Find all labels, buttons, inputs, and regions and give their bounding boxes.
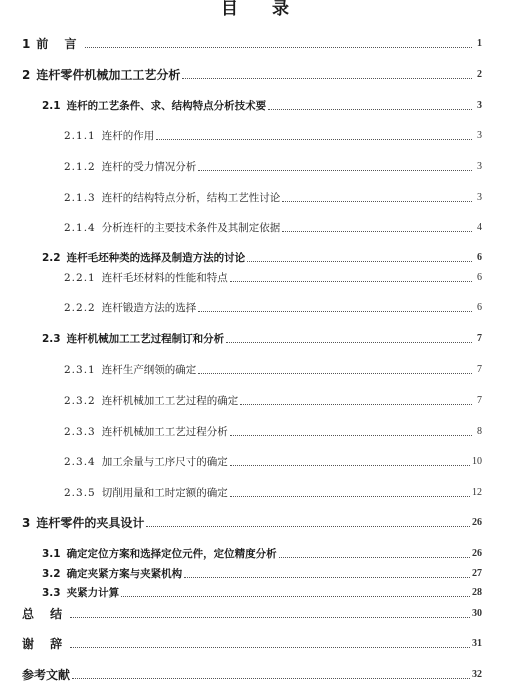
toc-leader	[70, 647, 470, 648]
toc-number: 3.3	[42, 587, 61, 599]
toc-entry[interactable]	[64, 190, 482, 206]
toc-entry[interactable]	[22, 67, 482, 83]
toc-page: 28	[472, 587, 482, 598]
toc-page: 27	[472, 568, 482, 579]
toc-page: 7	[477, 333, 482, 344]
toc-page: 3	[477, 100, 482, 111]
toc-page: 3	[477, 192, 482, 203]
toc-leader	[240, 404, 472, 405]
toc-number: 2.1.4	[64, 222, 96, 234]
toc-entry[interactable]	[64, 454, 482, 470]
toc-leader	[198, 373, 472, 374]
toc-text: 连杆机械加工工艺过程的确定	[101, 395, 239, 407]
toc-leader	[279, 557, 470, 558]
toc-page: 7	[477, 364, 482, 375]
toc-page: 30	[472, 608, 482, 619]
toc-entry[interactable]	[42, 566, 482, 582]
toc-text: 分析连杆的主要技术条件及其制定依据	[101, 222, 281, 234]
toc-leader	[230, 465, 470, 466]
toc-page: 8	[477, 426, 482, 437]
toc-number: 2.1.3	[64, 192, 96, 204]
toc-number: 2	[22, 68, 31, 82]
toc-entry[interactable]	[42, 585, 482, 601]
toc-leader	[121, 596, 470, 597]
toc-leader	[230, 281, 472, 282]
toc-number: 3.2	[42, 568, 61, 580]
page-title: 目 录	[221, 0, 303, 19]
toc-text: 连杆的受力情况分析	[101, 161, 197, 173]
toc-text: 连杆零件的夹具设计	[36, 516, 145, 530]
toc-entry[interactable]	[22, 36, 482, 52]
toc-leader	[156, 139, 472, 140]
toc-text: 前 言	[36, 37, 83, 51]
toc-entry[interactable]	[64, 300, 482, 316]
toc-page: 6	[477, 272, 482, 283]
toc-text: 连杆生产纲领的确定	[101, 364, 197, 376]
toc-leader	[146, 526, 470, 527]
toc-entry[interactable]	[64, 424, 482, 440]
toc-entry[interactable]	[22, 515, 482, 531]
toc-leader	[230, 435, 472, 436]
toc-text: 连杆的作用	[101, 130, 155, 142]
toc-leader	[198, 170, 472, 171]
toc-text: 连杆机械加工工艺过程制订和分析	[66, 333, 225, 345]
toc-page: 26	[472, 548, 482, 559]
toc-leader	[182, 78, 472, 79]
toc-text: 总 结	[22, 607, 69, 621]
toc-leader	[282, 201, 472, 202]
toc-entry[interactable]	[64, 270, 482, 286]
toc-number: 2.3.5	[64, 487, 96, 499]
toc-text: 谢 辞	[22, 637, 69, 651]
toc-text: 连杆锻造方法的选择	[101, 302, 197, 314]
toc-leader	[184, 577, 470, 578]
toc-entry[interactable]	[64, 393, 482, 409]
toc-leader	[72, 678, 470, 679]
toc-number: 3.1	[42, 548, 61, 560]
toc-leader	[70, 617, 470, 618]
toc-number: 2.2.2	[64, 302, 96, 314]
toc-number: 2.3.1	[64, 364, 96, 376]
toc-page: 3	[477, 161, 482, 172]
toc-page: 26	[472, 517, 482, 528]
toc-number: 2.1.2	[64, 161, 96, 173]
toc-page: 6	[477, 252, 482, 263]
toc-page: 3	[477, 130, 482, 141]
toc-leader	[85, 47, 472, 48]
toc-entry[interactable]	[22, 636, 482, 652]
toc-entry[interactable]	[22, 667, 482, 683]
toc-text: 确定夹紧方案与夹紧机构	[66, 568, 183, 580]
toc-text: 连杆毛坯种类的选择及制造方法的讨论	[66, 252, 246, 264]
toc-number: 2.1.1	[64, 130, 96, 142]
toc-page: 2	[477, 69, 482, 80]
toc-page: 7	[477, 395, 482, 406]
toc-text: 连杆的工艺条件、求、结构特点分析技术要	[66, 100, 267, 112]
toc-entry[interactable]	[64, 220, 482, 236]
toc-text: 切削用量和工时定额的确定	[101, 487, 228, 499]
toc-text: 连杆机械加工工艺过程分析	[101, 426, 228, 438]
toc-page: 6	[477, 302, 482, 313]
toc-text: 夹紧力计算	[66, 587, 120, 599]
toc-page: 12	[472, 487, 482, 498]
toc-number: 3	[22, 516, 31, 530]
toc-text: 连杆的结构特点分析，结构工艺性讨论	[101, 192, 281, 204]
toc-number: 2.3	[42, 333, 61, 345]
toc-entry[interactable]	[42, 546, 482, 562]
toc-leader	[268, 109, 472, 110]
toc-page: 32	[472, 669, 482, 680]
toc-number: 1	[22, 37, 31, 51]
toc-leader	[247, 261, 472, 262]
toc-text: 连杆零件机械加工工艺分析	[36, 68, 181, 82]
toc-entry[interactable]	[42, 98, 482, 114]
toc-page: 4	[477, 222, 482, 233]
toc-text: 参考文献	[22, 668, 71, 682]
toc-page: 31	[472, 638, 482, 649]
toc-entry[interactable]	[42, 250, 482, 266]
toc-number: 2.1	[42, 100, 61, 112]
toc-page: 1	[477, 38, 482, 49]
toc-entry[interactable]	[64, 159, 482, 175]
toc-entry[interactable]	[64, 128, 482, 144]
toc-entry[interactable]	[64, 485, 482, 501]
toc-leader	[198, 311, 472, 312]
toc-entry[interactable]	[22, 606, 482, 622]
toc-text: 确定定位方案和选择定位元件，定位精度分析	[66, 548, 277, 560]
toc-text: 连杆毛坯材料的性能和特点	[101, 272, 228, 284]
toc-number: 2.2.1	[64, 272, 96, 284]
toc-number: 2.3.2	[64, 395, 96, 407]
toc-leader	[282, 231, 472, 232]
toc-leader	[230, 496, 470, 497]
toc-number: 2.3.4	[64, 456, 96, 468]
toc-entry[interactable]	[64, 362, 482, 378]
toc-page: 10	[472, 456, 482, 467]
toc-number: 2.2	[42, 252, 61, 264]
toc-entry[interactable]	[42, 331, 482, 347]
toc-leader	[226, 342, 472, 343]
toc-text: 加工余量与工序尺寸的确定	[101, 456, 228, 468]
toc-number: 2.3.3	[64, 426, 96, 438]
